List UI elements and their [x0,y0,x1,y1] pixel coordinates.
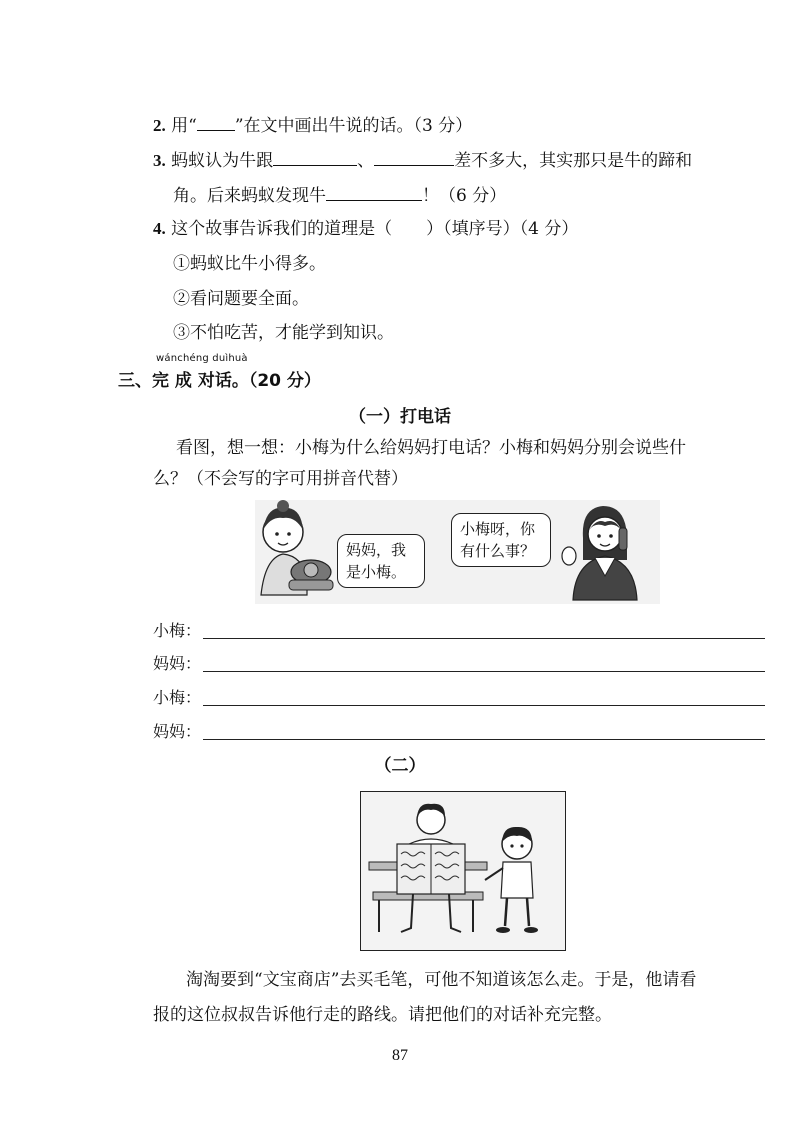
option-2: ②看问题要全面。 [173,289,309,309]
part-2-text-line2: 报的这位叔叔告诉他行走的路线。请把他们的对话补充完整。 [153,1005,612,1025]
question-3-sep: 、 [357,151,375,171]
question-3-line1 [153,147,692,173]
question-4-text: 这个故事告诉我们的道理是（ ）（填序号）（4 分） [171,219,579,239]
option-1: ①蚂蚁比牛小得多。 [173,254,326,274]
man-reading-newspaper-illustration [361,792,565,950]
question-3-text-b: 差不多大，其实那只是牛的蹄和 [454,151,693,171]
question-3-line2-a: 角。后来蚂蚁发现牛 [173,186,326,206]
question-4 [153,217,578,241]
section-3-pinyin: wánchéng duìhuà [156,353,248,364]
answer-line[interactable] [203,638,765,639]
part-2-title: （二） [374,756,426,776]
speaker-label: 妈妈： [153,654,202,673]
question-2-number: 2. [153,116,166,135]
answer-line[interactable] [203,671,765,672]
question-2 [153,112,472,138]
question-2-post: ”在文中画出牛说的话。（3 分） [234,116,473,136]
question-4-number: 4. [153,219,166,238]
dialog-row [153,685,765,711]
speaker-label: 妈妈： [153,722,202,741]
speech-bubble-right: 小梅呀，你 有什么事？ [451,513,551,567]
dialog-row [153,651,765,677]
option-3: ③不怕吃苦，才能学到知识。 [173,323,394,343]
phone-call-illustration [255,500,660,604]
dialog-row [153,618,765,644]
part-1-prompt-line1: 看图，想一想：小梅为什么给妈妈打电话？小梅和妈妈分别会说些什 [176,438,686,458]
answer-line[interactable] [203,705,765,706]
speaker-label: 小梅： [153,688,202,707]
part-2-text-line1: 淘淘要到“文宝商店”去买毛笔，可他不知道该怎么走。于是，他请看 [186,970,697,990]
question-3-number: 3. [153,151,166,170]
answer-blank-1[interactable] [273,147,357,166]
answer-blank-3[interactable] [326,182,422,201]
question-3-line2-b: ！（6 分） [422,186,507,206]
question-3-text-a: 蚂蚁认为牛跟 [171,151,274,171]
speaker-label: 小梅： [153,621,202,640]
newspaper-scene-illustration [360,791,566,951]
answer-blank-2[interactable] [374,147,454,166]
section-3-heading: 三、完 成 对话。（20 分） [118,371,321,391]
page-number: 87 [392,1047,408,1064]
dialog-row [153,719,765,745]
question-2-pre: 用“ [171,116,197,136]
part-1-prompt-line2: 么？（不会写的字可用拼音代替） [153,469,408,489]
part-1-title: （一）打电话 [349,407,451,427]
question-3-line2 [173,182,506,208]
answer-line[interactable] [203,739,765,740]
speech-bubble-left: 妈妈，我 是小梅。 [337,534,425,588]
underline-blank [197,112,235,131]
